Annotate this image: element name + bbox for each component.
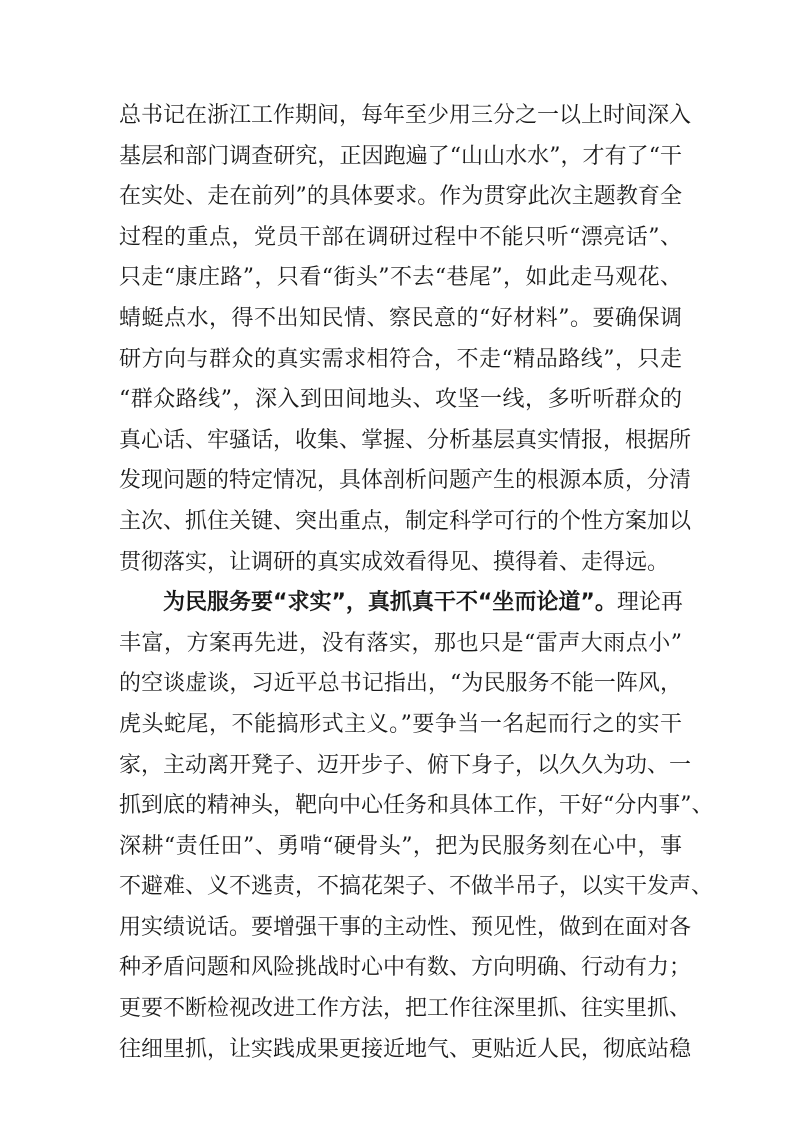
text-line: 总书记在浙江工作期间，每年至少用三分之一以上时间深入 — [119, 103, 692, 128]
paragraph-heading-line — [119, 583, 682, 624]
text-line: 在实处、走在前列”的具体要求。作为贯穿此次主题教育全 — [119, 184, 682, 210]
text-line: 深耕“责任田”、勇啃“硬骨头”，把为民服务刻在心中，事 — [119, 833, 682, 859]
text-line: 家，主动离开凳子、迈开步子、俯下身子，以久久为功、一 — [119, 752, 692, 778]
body-text — [119, 96, 714, 1070]
text-line: 种矛盾问题和风险挑战时心中有数、方向明确、行动有力； — [119, 955, 692, 981]
text-line: 发现问题的特定情况，具体剖析问题产生的根源本质，分清 — [119, 468, 692, 494]
heading-line-rest: 理论再 — [616, 590, 683, 616]
text-line: 丰富，方案再先进，没有落实，那也只是“雷声大雨点小” — [119, 630, 682, 656]
text-line: “群众路线”，深入到田间地头、攻坚一线，多听听群众的 — [119, 387, 682, 413]
paragraph-2 — [119, 583, 714, 1070]
text-line: 真心话、牢骚话，收集、掌握、分析基层真实情报，根据所 — [119, 427, 692, 453]
text-line: 更要不断检视改进工作方法，把工作往深里抓、往实里抓、 — [119, 996, 692, 1022]
text-line: 虎头蛇尾，不能搞形式主义。”要争当一名起而行之的实干 — [119, 711, 682, 737]
text-line: 用实绩说话。要增强干事的主动性、预见性，做到在面对各 — [119, 914, 692, 940]
text-line: 蜻蜓点水，得不出知民情、察民意的“好材料”。要确保调 — [119, 305, 682, 331]
text-line: 抓到底的精神头，靶向中心任务和具体工作，干好“分内事”、 — [119, 793, 714, 819]
paragraph-heading: 为民服务要“求实”，真抓真干不“坐而论道”。 — [163, 590, 617, 616]
text-line: 往细里抓，让实践成果更接近地气、更贴近人民，彻底站稳 — [119, 1036, 692, 1062]
text-line: 只走“康庄路”，只看“街头”不去“巷尾”，如此走马观花、 — [119, 265, 682, 291]
text-line: 研方向与群众的真实需求相符合，不走“精品路线”，只走 — [119, 346, 682, 372]
text-line: 主次、抓住关键、突出重点，制定科学可行的个性方案加以 — [119, 508, 692, 534]
text-line: 过程的重点，党员干部在调研过程中不能只听“漂亮话”、 — [119, 224, 682, 250]
text-line: 贯彻落实，让调研的真实成效看得见、摸得着、走得远。 — [119, 549, 670, 575]
text-line: 的空谈虚谈，习近平总书记指出，“为民服务不能一阵风， — [119, 671, 682, 697]
paragraph-1 — [119, 96, 692, 583]
text-line: 基层和部门调查研究，正因跑遍了“山山水水”，才有了“干 — [119, 143, 682, 169]
text-line: 不避难、义不逃责，不搞花架子、不做半吊子，以实干发声、 — [119, 874, 714, 900]
